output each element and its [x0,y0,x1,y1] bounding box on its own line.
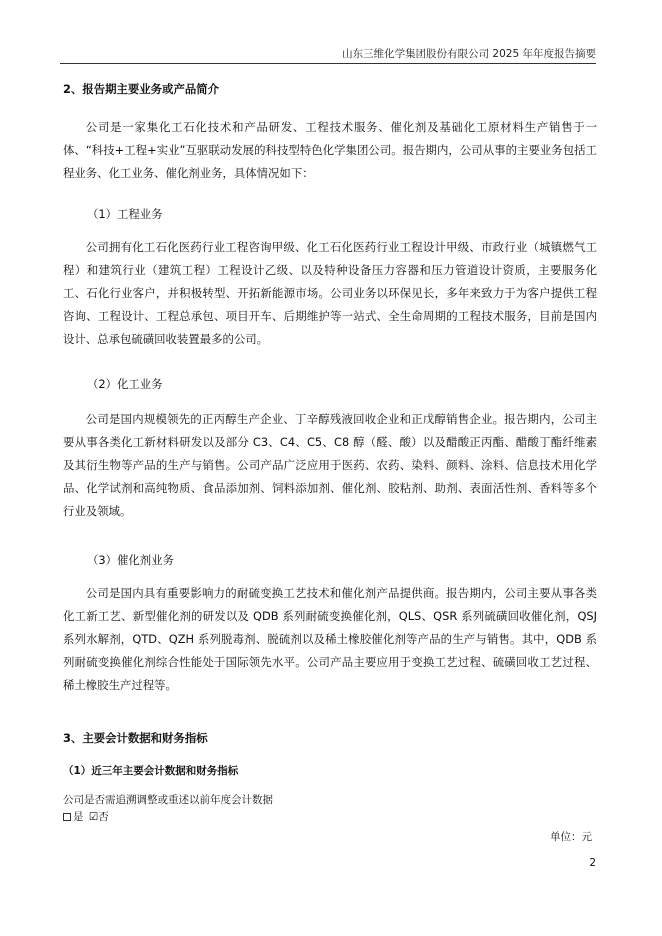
section3-heading: 3、主要会计数据和财务指标 [63,731,208,745]
page-header-title: 山东三维化学集团股份有限公司 2025 年年度报告摘要 [342,48,596,60]
engineering-title: （1）工程业务 [87,207,163,221]
yes-checkbox[interactable] [63,813,71,821]
unit-label: 单位：元 [550,831,592,843]
chemical-body: 公司是国内规模领先的正丙醇生产企业、丁辛醇残液回收企业和正戊醇销售企业。报告期内，公司主要从事各类化工新材料研发以及部分 C3、C4、C5、C8 醇（醛、酸）以及醋酸正丙酯、醋酸丁酯纤维素及其衍生物等产品的生产与销售。公司产品广泛应用于医药、农药、染料、颜料、涂料、信息技术用化学品、化学试剂和高纯物质、食品添加剂、饲料添加剂、催化剂、胶粘剂、助剂、表面活性剂、香料等多个行业及领域。 [63,412,597,518]
engineering-body: 公司拥有化工石化医药行业工程咨询甲级、化工石化医药行业工程设计甲级、市政行业（城镇燃气工程）和建筑行业（建筑工程）工程设计乙级、以及特种设备压力容器和压力管道设计资质，主要服务化工、石化行业客户，并积极转型、开拓新能源市场。公司业务以环保见长，多年来致力于为客户提供工程咨询、工程设计、工程总承包、项目开车、后期维护等一站式、全生命周期的工程技术服务，目前是国内设计、总承包硫磺回收装置最多的公司。 [63,240,597,346]
restatement-question: 公司是否需追溯调整或重述以前年度会计数据 [63,794,273,806]
catalyst-body: 公司是国内具有重要影响力的耐硫变换工艺技术和催化剂产品提供商。报告期内，公司主要从事各类化工新工艺、新型催化剂的研发以及 QDB 系列耐硫变换催化剂，QLS、QSR 系列硫磺回收催化剂，QSJ 系列水解剂，QTD、QZH 系列脱毒剂、脱硫剂以及稀土橡胶催化剂等产品的生产与销售。其中，QDB 系列耐硫变换催化剂综合性能处于国际领先水平。公司产品主要应用于变换工艺过程、硫磺回收工艺过程、稀土橡胶生产过程等。 [63,586,597,692]
catalyst-title: （3）催化剂业务 [87,553,174,567]
no-label: 否 [98,811,109,823]
chemical-title: （2）化工业务 [87,377,163,391]
yes-label: 是 [73,811,84,823]
checked-box-icon[interactable]: ☑ [88,811,99,823]
restatement-options [63,808,597,826]
section3-subheading: （1）近三年主要会计数据和财务指标 [63,765,239,777]
page-number: 2 [589,857,596,869]
section2-heading: 2、报告期主要业务或产品简介 [63,82,220,96]
header-divider [60,63,596,64]
section2-intro: 公司是一家集化工石化技术和产品研发、工程技术服务、催化剂及基础化工原材料生产销售于一体、“科技+工程+实业”互驱联动发展的科技型特色化学集团公司。报告期内，公司从事的主要业务包括工程业务、化工业务、催化剂业务，具体情况如下： [63,120,597,180]
